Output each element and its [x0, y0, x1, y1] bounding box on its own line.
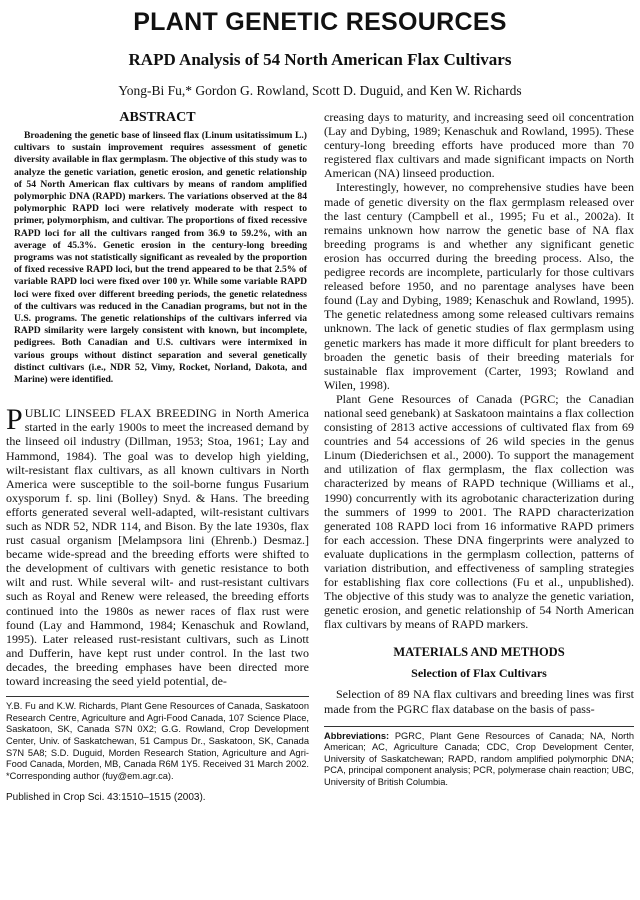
publication-note: Published in Crop Sci. 43:1510–1515 (2003). — [6, 792, 206, 804]
article-title: RAPD Analysis of 54 North American Flax Cultivars — [128, 50, 512, 69]
right-column — [324, 110, 634, 789]
abbreviations-text: PGRC, Plant Gene Resources of Canada; NA, North American; AC, Agriculture Canada; CDC, Crop Development Center, University of Saskatchewan; RAPD, random amplified polymorphic DNA; PCA, principal component analysis; PCR, polymerase chain reaction; UBC, University of British Columbia. — [324, 730, 634, 788]
author-affiliations-footnote: Y.B. Fu and K.W. Richards, Plant Gene Resources of Canada, Saskatoon Research Centre, Agriculture and Agri-Food Canada, 107 Science Place, Saskatoon, SK, Canada S7N 0X2; G.G. Rowland, Crop Development Center, Univ. of Saskatchewan, 51 Campus Dr., Saskatoon, SK, Canada S7N 5A8; S.D. Duguid, Morden Research Station, Agriculture and Agri-Food Canada, Morden, MB, Canada R6M 1Y5. Received 31 March 2002. *Corresponding author (fuy@em.agr.ca). — [6, 701, 309, 781]
footnote-divider — [6, 696, 309, 697]
body-paragraph-3: Plant Gene Resources of Canada (PGRC; the Canadian national seed genebank) at Saskatoon maintains a flax collection consisting of 2813 active accessions of cultivated flax from 69 countries and 54 accessions of 26 wild species in the genus Linum (Diederichsen et al., 2000). To support the management and utilization of flax germplasm, the flax collection was characterized by means of RAPD technique (Williams et al., 1990) concurrently with its agrobotanic characterization during the summers of 1999 to 2001. The RAPD characterization generated 108 RAPD loci from 16 informative RAPD primers for each accession. These DNA fingerprints were analyzed to evaluate duplications in the germplasm collection, patterns of variation distribution, and effectiveness of sampling strategies for establishing flax core collections (Fu et al., unpublished). The objective of this study was to analyze the genetic variation, genetic erosion, and genetic relationship of 54 North American flax cultivars by means of RAPD markers. — [324, 391, 634, 632]
body-paragraph-1: creasing days to maturity, and increasing seed oil concentration (Lay and Dybing, 1989; Kenaschuk and Rowland, 1995). These century-long breeding efforts have produced more than 70 registered flax cultivars and made significant impacts on North American (NA) linseed production. — [324, 110, 634, 181]
abstract-heading: ABSTRACT — [119, 110, 196, 125]
author-list: Yong-Bi Fu,* Gordon G. Rowland, Scott D. Duguid, and Ken W. Richards — [118, 83, 522, 98]
body-paragraph-2: Interestingly, however, no comprehensive studies have been made of genetic diversity on the flax germplasm released over the last century (Campbell et al., 1995; Fu et al., 2002a). It remains unknown how narrow the genetic base of NA flax breeding programs is and whether any significant genetic erosion has occurred during the breeding process. Also, the pedigree records are incomplete, particularly for those cultivars released before 1950, and no parentage analyses have been found (Lay and Dybing, 1989; Kenaschuk and Rowland, 1995). The genetic relatedness among some released cultivars remains unknown. The lack of genetic studies of flax germplasm using genetic markers has made it more difficult for plant breeders to broaden the genetic basis of their breeding materials for sustainable flax improvement (Carter, 1993; Rowland and Wilen, 1998). — [324, 180, 634, 392]
left-column — [6, 108, 309, 803]
intro-text: in North America started in the early 1900s to meet the increased demand by the linseed oil industry (Dillman, 1953; Stoa, 1961; Lay and Hammond, 1984). The goal was to develop high yielding, wilt-resistant flax cultivars, as all known cultivars in North America were susceptible to the soil-borne fungus Fusarium oxysporum f. sp. lini (Bolley) Snyd. & Hans. The breeding efforts generated several well-adapted, wilt-resistant cultivars such as NDR 52, NDR 114, and Bison. By the late 1930s, flax rust casual organism [Melampsora lini (Ehrenb.) Desmaz.] became wide-spread and the breeding efforts were shifted to the development of cultivars with genetic resistance to both wilt and rust. While several wilt- and rust-resistant cultivars such as Royal and Renew were released, the breeding efforts continued into the 1980s as newer races of flax rust were found (Lay and Hammond, 1984; Kenaschuk and Rowland, 1995). Later released rust-resistant cultivars, such as Linott and Dufferin, have kept rust under control. In the last two decades, the breeding emphases have been directed more toward increasing the seed yield potential, de- — [6, 406, 309, 689]
journal-title: PLANT GENETIC RESOURCES — [133, 8, 507, 36]
methods-paragraph: Selection of 89 NA flax cultivars and breeding lines was first made from the PGRC flax database on the basis of pass- — [324, 687, 634, 716]
methods-subheading: Selection of Flax Cultivars — [411, 666, 547, 681]
abstract-text: Broadening the genetic base of linseed flax (Linum usitatissimum L.) cultivars to sustain improvement requires assessment of genetic diversity available in flax germplasm. The objective of this study was to analyze the genetic variation, genetic erosion, and genetic relationship of 54 North American flax cultivars by means of random amplified polymorphic DNA (RAPD) markers. The variations observed at the 84 polymorphic RAPD loci were relatively moderate with respect to primer, polymorphism, and cultivar. The proportions of fixed recessive RAPD loci for all the cultivars ranged from 36.9 to 59.2%, with an average of 45.3%. Genetic erosion in the century-long breeding programs was not statistically significant as revealed by the proportion of fixed recessive RAPD loci, but the trend appeared to be that 2.5% of variable RAPD loci were fixed over 100 yr. While some variable RAPD loci were fixed over different breeding periods, the genetic relatedness of the cultivars was reduced in the Canadian programs, but not in the U.S. programs. The genetic relationships of the cultivars inferred via RAPD similarity were largely consistent with known, but incomplete, pedigrees. Both Canadian and U.S. cultivars were intermixed in various groups without distinct separation and several genetically distinct cultivars (i.e., NDR 52, Vimy, Rocket, Norland, Dakota, and Marine) were identified. — [14, 130, 307, 386]
drop-cap: P — [6, 403, 23, 437]
intro-paragraph — [6, 403, 309, 689]
abbreviations-label: Abbreviations: — [324, 730, 390, 741]
abbreviations-box — [324, 726, 634, 789]
methods-heading: MATERIALS AND METHODS — [393, 645, 565, 660]
abstract-block — [6, 130, 309, 386]
intro-lead: UBLIC LINSEED FLAX BREEDING — [24, 406, 217, 421]
introduction — [6, 403, 309, 689]
